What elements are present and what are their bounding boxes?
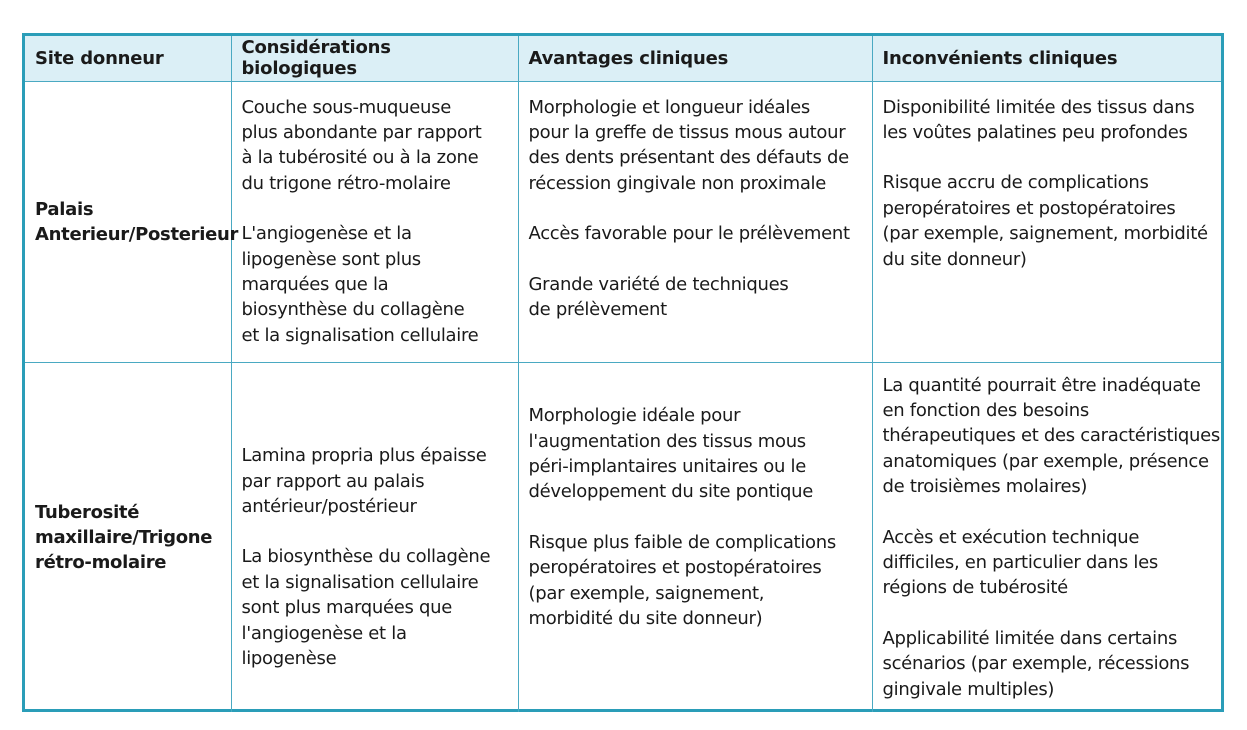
text-line: (par exemple, saignement, (528, 582, 765, 604)
text-line: les voûtes palatines peu profondes (882, 121, 1188, 143)
text-line: et la signalisation cellulaire (241, 571, 479, 593)
text-line: peropératoires et postopératoires (882, 197, 1176, 219)
header-row (25, 36, 1221, 81)
dis-paragraph (883, 170, 1212, 272)
adv-paragraph (529, 403, 862, 505)
text-line: Applicabilité limitée dans certains (882, 627, 1178, 649)
text-line: Grande variété de techniques (528, 273, 789, 295)
text-line: Morphologie et longueur idéales (528, 96, 810, 118)
text-line: en fonction des besoins (882, 399, 1089, 421)
adv-paragraph (529, 95, 862, 197)
dis-paragraph (882, 373, 1221, 500)
bio-paragraph (242, 221, 508, 348)
donor-site-table-frame (22, 33, 1224, 712)
bio-cell (231, 362, 518, 712)
text-line: du site donneur) (882, 248, 1027, 270)
text-line: biosynthèse du collagène (241, 299, 465, 321)
text-line: lipogenèse (241, 647, 337, 669)
text-line: l'angiogenèse et la (241, 622, 407, 644)
bio-cell (231, 81, 518, 362)
site-cell (25, 81, 239, 362)
table-row (25, 362, 1221, 712)
text-line: Morphologie idéale pour (528, 405, 741, 427)
text-line: Lamina propria plus épaisse (241, 445, 487, 467)
text-line: de prélèvement (528, 298, 667, 320)
text-line: plus abondante par rapport (241, 121, 482, 143)
text-line: scénarios (par exemple, récessions (882, 653, 1190, 675)
text-line: lipogenèse sont plus (241, 248, 421, 270)
dis-paragraph (883, 95, 1212, 146)
text-line: et la signalisation cellulaire (241, 324, 479, 346)
text-line: morbidité du site donneur) (528, 607, 763, 629)
header-considerations-biologiques: Considérations biologiques (231, 36, 518, 81)
text-line: peropératoires et postopératoires (528, 557, 822, 579)
text-line: La quantité pourrait être inadéquate (882, 374, 1201, 396)
text-line: des dents présentant des défauts de (528, 147, 849, 169)
text-line: par rapport au palais (241, 470, 425, 492)
text-line: Risque accru de complications (882, 172, 1149, 194)
text-line: Accès et exécution technique (882, 526, 1140, 548)
text-line: antérieur/postérieur (241, 495, 417, 517)
site-line: Tuberosité (35, 501, 140, 523)
text-line: thérapeutiques et des caractéristiques (882, 425, 1221, 447)
dis-paragraph (883, 525, 1212, 601)
text-line: développement du site pontique (528, 481, 814, 503)
text-line: Disponibilité limitée des tissus dans (882, 96, 1195, 118)
site-line: maxillaire/Trigone (35, 526, 213, 548)
bio-paragraph (242, 544, 508, 671)
text-line: anatomiques (par exemple, présence (882, 450, 1209, 472)
text-line: pour la greffe de tissus mous autour (528, 121, 846, 143)
text-line: à la tubérosité ou à la zone (241, 147, 479, 169)
text-line: Accès favorable pour le prélèvement (528, 223, 850, 245)
site-line: Palais (35, 198, 94, 220)
dis-cell (872, 81, 1221, 362)
header-avantages-cliniques: Avantages cliniques (518, 36, 872, 81)
text-line: difficiles, en particulier dans les (882, 551, 1158, 573)
header-site-donneur: Site donneur (25, 36, 231, 81)
text-line: péri-implantaires unitaires ou le (528, 455, 806, 477)
adv-cell (518, 81, 872, 362)
text-line: récession gingivale non proximale (528, 172, 827, 194)
text-line: Couche sous-muqueuse (241, 96, 451, 118)
adv-paragraph (529, 530, 862, 632)
text-line: du trigone rétro-molaire (241, 172, 451, 194)
donor-site-table (25, 36, 1221, 712)
text-line: de troisièmes molaires) (882, 476, 1088, 498)
text-line: l'augmentation des tissus mous (528, 430, 806, 452)
adv-cell (518, 362, 872, 712)
header-inconvenients-cliniques: Inconvénients cliniques (872, 36, 1221, 81)
text-line: régions de tubérosité (882, 577, 1068, 599)
adv-paragraph (529, 272, 862, 323)
adv-paragraph (529, 221, 862, 246)
site-line: Anterieur/Posterieur (35, 223, 239, 245)
text-line: marquées que la (241, 273, 389, 295)
table-row (25, 81, 1221, 362)
dis-paragraph (883, 626, 1212, 702)
bio-paragraph (242, 95, 508, 197)
dis-cell (872, 362, 1221, 712)
text-line: Risque plus faible de complications (528, 531, 836, 553)
site-line: rétro-molaire (35, 551, 167, 573)
site-cell (25, 362, 231, 712)
text-line: gingivale multiples) (882, 678, 1055, 700)
bio-paragraph (242, 443, 508, 519)
text-line: (par exemple, saignement, morbidité (882, 223, 1208, 245)
text-line: L'angiogenèse et la (241, 223, 412, 245)
text-line: La biosynthèse du collagène (241, 546, 491, 568)
text-line: sont plus marquées que (241, 597, 453, 619)
